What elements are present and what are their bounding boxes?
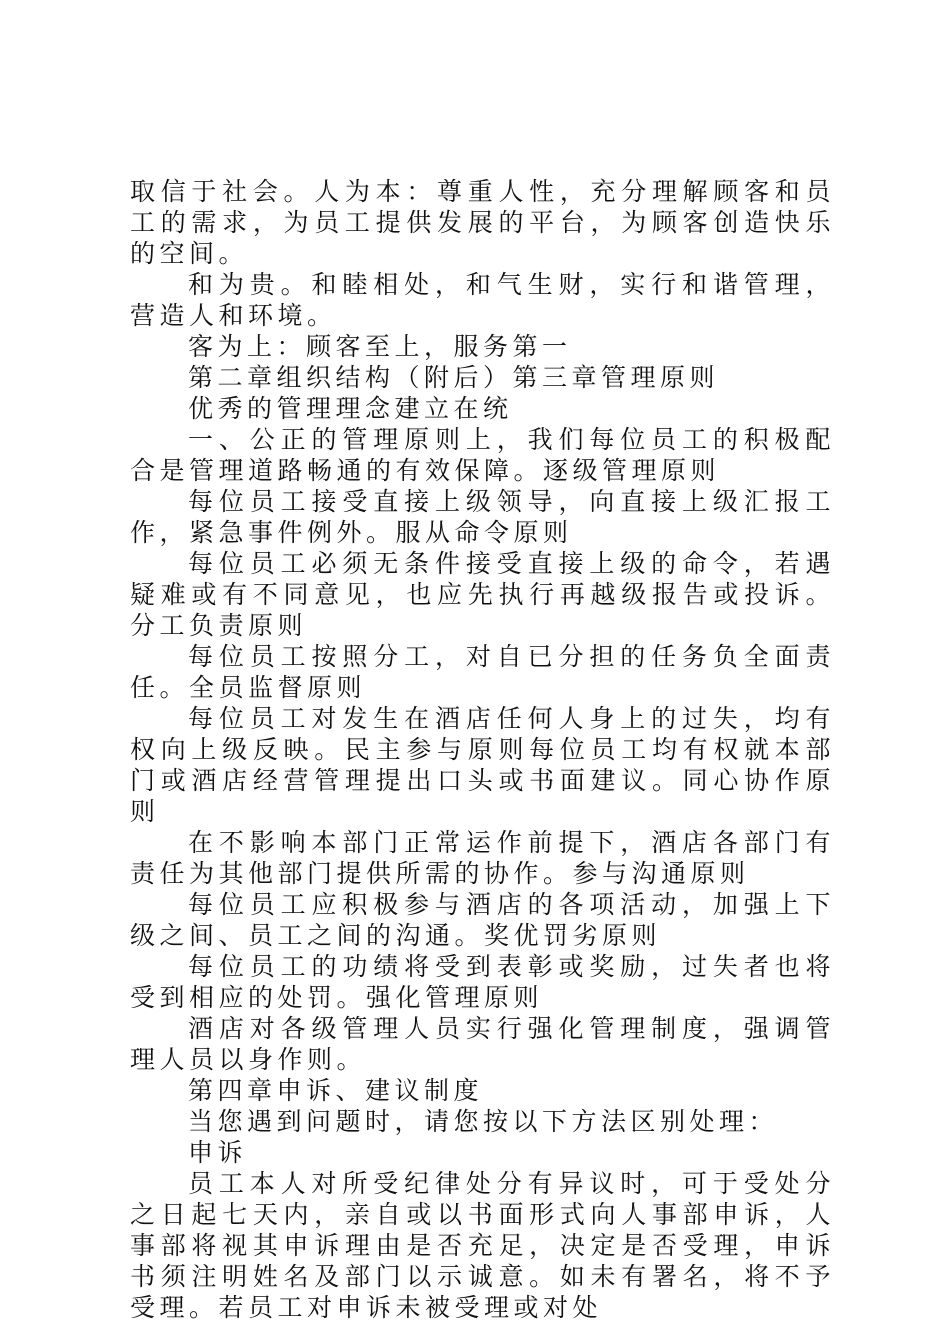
chapter-heading: 第二章组织结构（附后）第三章管理原则: [188, 363, 720, 392]
paragraph: 当您遇到问题时，请您按以下方法区别处理：: [188, 1107, 779, 1136]
paragraph: 每位员工按照分工，对自已分担的任务负全面责任。全员监督原则: [130, 642, 835, 702]
paragraph: 取信于社会。人为本：尊重人性，充分理解顾客和员工的需求，为员工提供发展的平台，为顾客创造快乐的空间。: [130, 177, 835, 268]
paragraph: 每位员工应积极参与酒店的各项活动，加强上下级之间、员工之间的沟通。奖优罚劣原则: [130, 890, 835, 950]
section-heading: 申诉: [188, 1138, 248, 1167]
paragraph: 客为上：顾客至上，服务第一: [188, 332, 572, 361]
paragraph: 在不影响本部门正常运作前提下，酒店各部门有责任为其他部门提供所需的协作。参与沟通原则: [130, 828, 835, 888]
paragraph: 每位员工接受直接上级领导，向直接上级汇报工作，紧急事件例外。服从命令原则: [130, 487, 835, 547]
paragraph: 和为贵。和睦相处，和气生财，实行和谐管理，营造人和环境。: [130, 270, 835, 330]
paragraph: 员工本人对所受纪律处分有异议时，可于受处分之日起七天内，亲自或以书面形式向人事部申诉，人事部将视其申诉理由是否充足，决定是否受理，申诉书须注明姓名及部门以示诚意。如未有署名，将不予受理。若员工对申诉未被受理或对处: [130, 1169, 835, 1322]
paragraph: 每位员工必须无条件接受直接上级的命令，若遇疑难或有不同意见，也应先执行再越级报告或投诉。分工负责原则: [130, 549, 835, 640]
chapter-heading: 第四章申诉、建议制度: [188, 1076, 484, 1105]
paragraph: 每位员工的功绩将受到表彰或奖励，过失者也将受到相应的处罚。强化管理原则: [130, 952, 835, 1012]
paragraph: 酒店对各级管理人员实行强化管理制度，强调管理人员以身作则。: [130, 1014, 835, 1074]
paragraph: 优秀的管理理念建立在统: [188, 394, 513, 423]
document-body: [130, 176, 835, 1323]
paragraph: 一、公正的管理原则上，我们每位员工的积极配合是管理道路畅通的有效保障。逐级管理原则: [130, 425, 835, 485]
paragraph: 每位员工对发生在酒店任何人身上的过失，均有权向上级反映。民主参与原则每位员工均有权就本部门或酒店经营管理提出口头或书面建议。同心协作原则: [130, 704, 835, 826]
